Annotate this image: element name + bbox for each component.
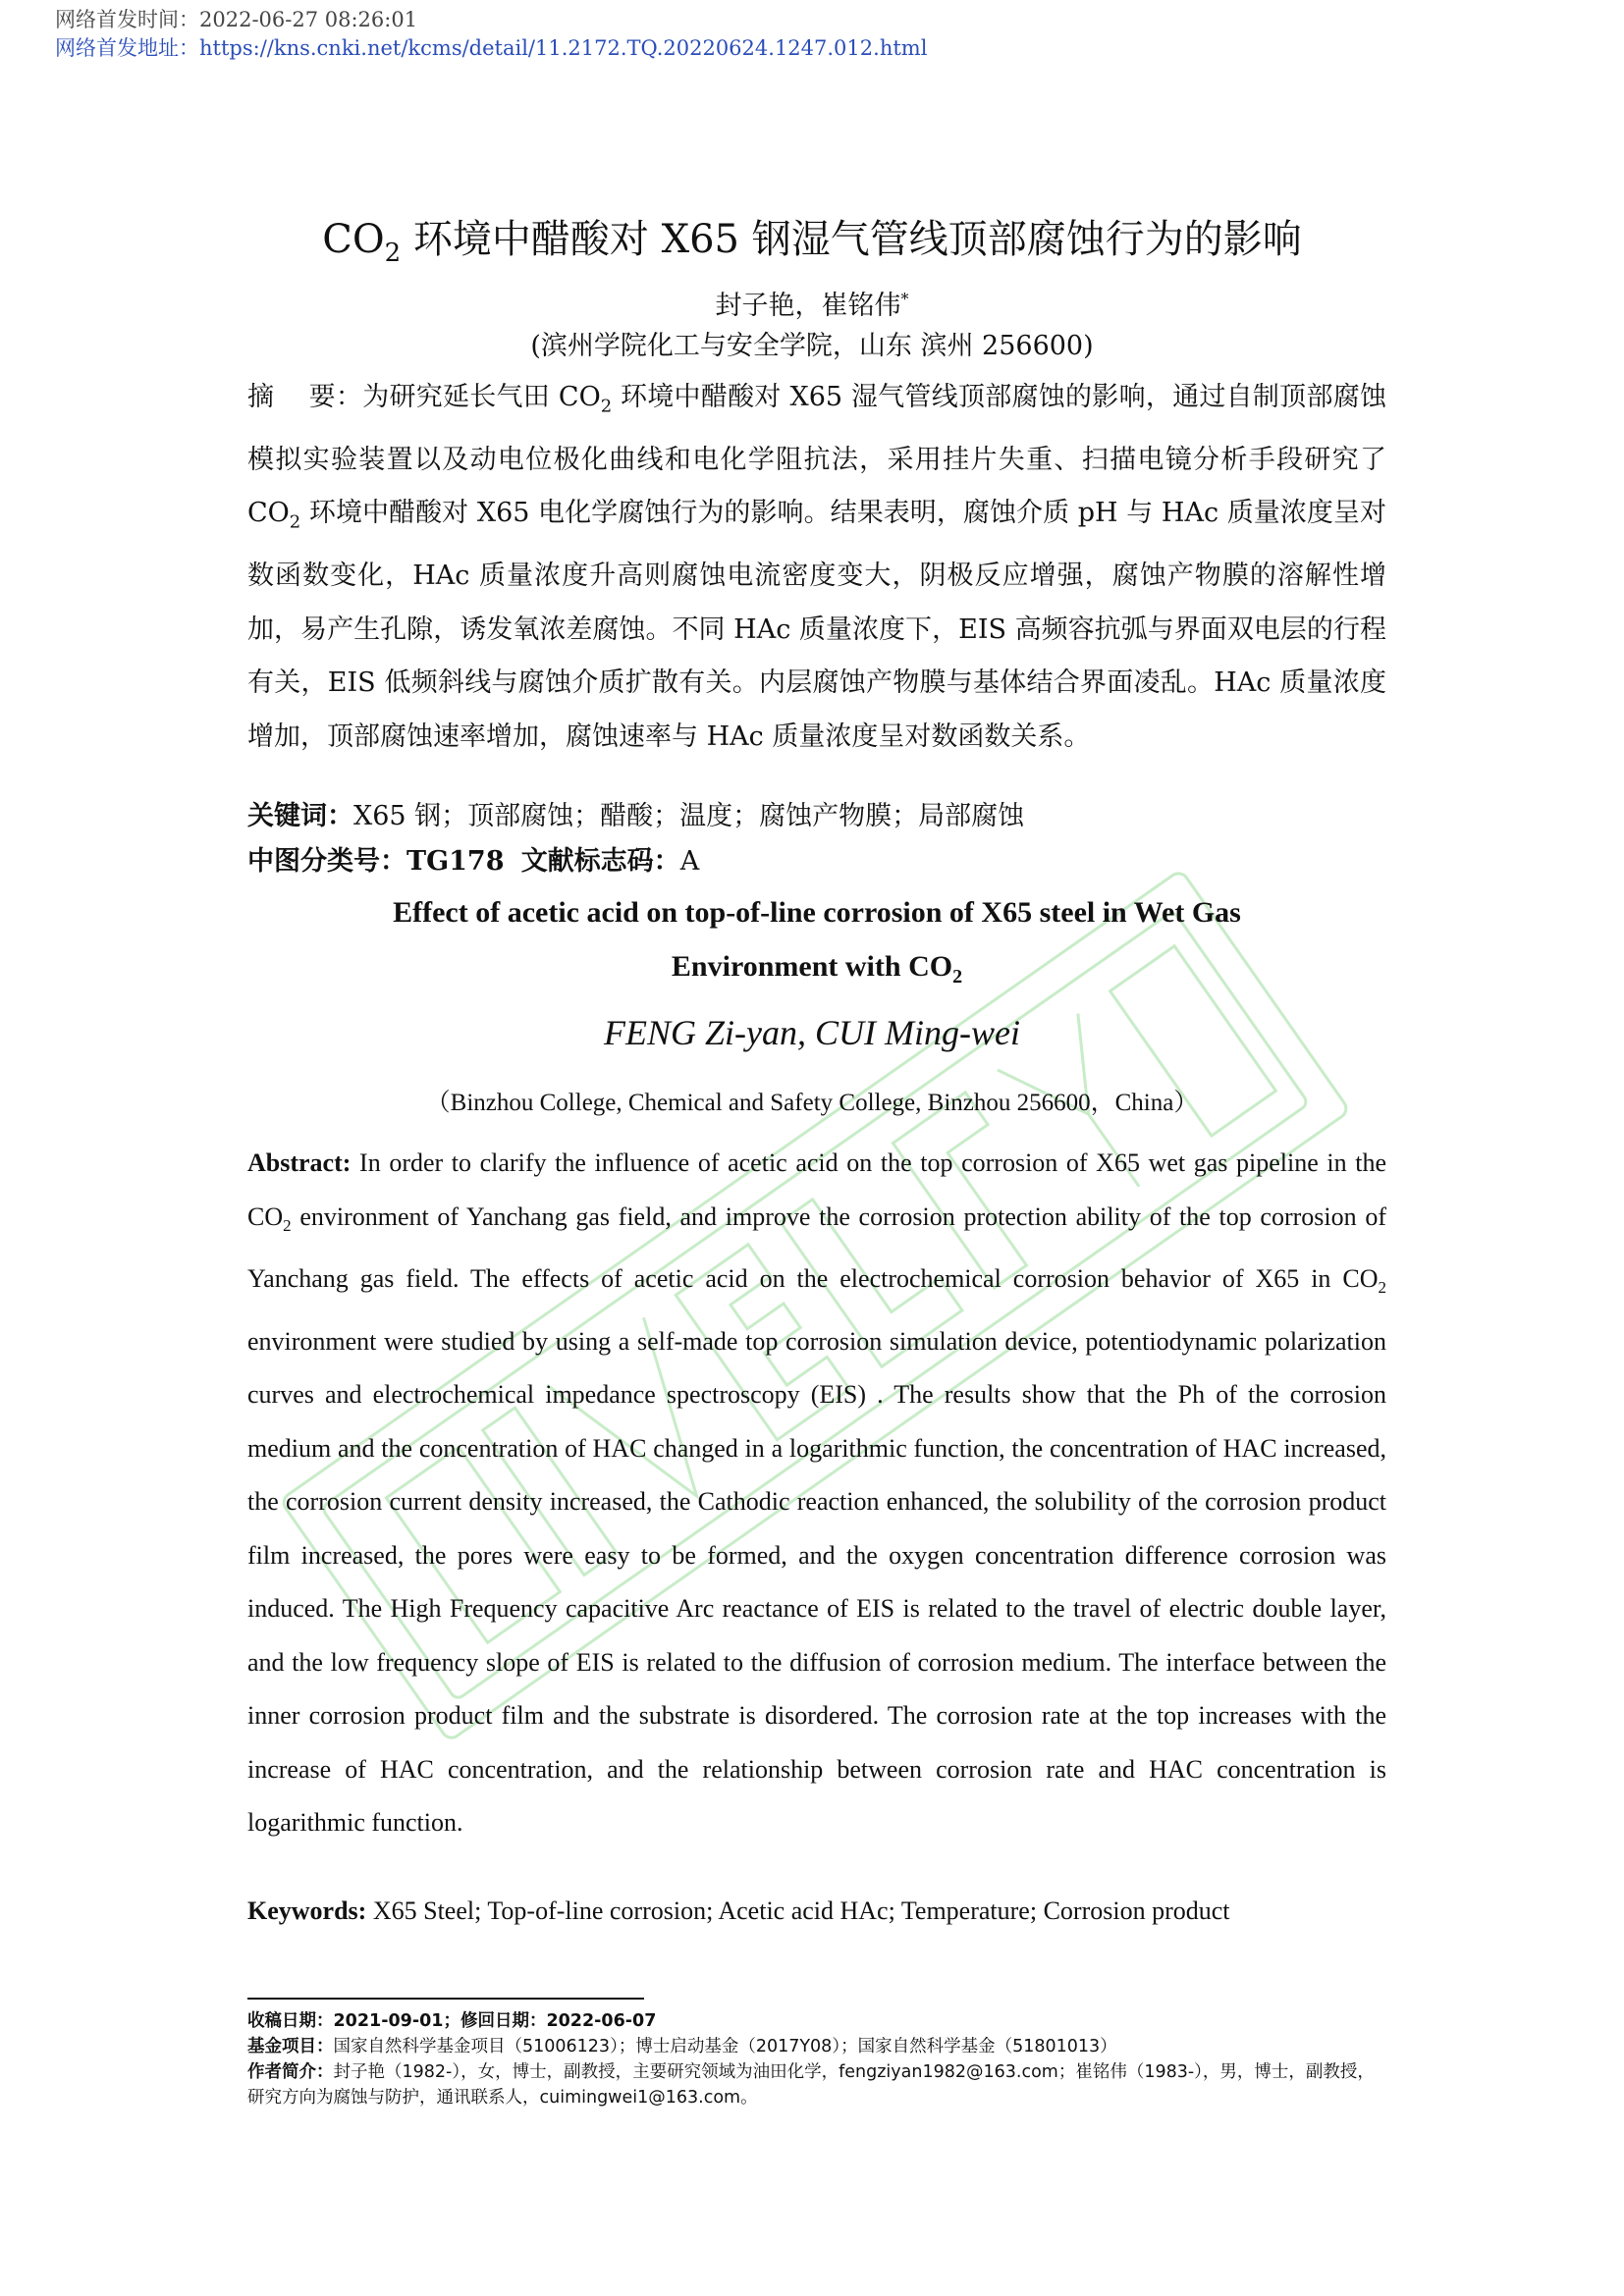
publish-time-row <box>55 6 927 34</box>
publish-url-label: 网络首发地址： <box>55 36 199 60</box>
keywords-en-label: Keywords: <box>247 1896 367 1925</box>
keywords-cn-label: 关键词： <box>247 801 353 831</box>
abstract-en: Abstract: In order to clarify the influence of acetic acid on the top corrosion of X65 wet gas pipeline in the $CO_2$ environment of Yanchang gas field, and improve the corrosion protection ability of the top corrosion of Yanchang gas field. The effects of acetic acid on the electrochemical corrosion behavior of X65 in $CO_2$ environment were studied by using a self-made top corrosion simulation device, potentiodynamic polarization curves and electrochemical impedance spectroscopy (EIS) . The results show that the Ph of the corrosion medium and the concentration of HAC changed in a logarithmic function, the concentration of HAC increased, the corrosion current density increased, the Cathodic reaction enhanced, the solubility of the corrosion product film increased, the pores were easy to be formed, and the oxygen concentration difference corrosion was induced. The High Frequency capacitive Arc reactance of EIS is related to the travel of electric double layer, and the low frequency slope of EIS is related to the diffusion of corrosion medium. The interface between the inner corrosion product film and the substrate is disordered. The corrosion rate at the top increases with the increase of HAC concentration, and the relationship between corrosion rate and HAC concentration is logarithmic function. <box>247 1148 1386 1838</box>
publish-url-link[interactable]: https://kns.cnki.net/kcms/detail/11.2172.TQ.20220624.1247.012.html <box>199 36 928 60</box>
abstract-en-label: Abstract: <box>247 1148 352 1177</box>
publish-time-label: 网络首发时间： <box>55 8 199 31</box>
footnote-dates: 收稿日期：2021-09-01；修回日期：2022-06-07 <box>247 2011 657 2031</box>
publication-header <box>55 6 927 63</box>
abstract-cn: 摘 要：为研究延长气田 $CO_2$ 环境中醋酸对 X65 湿气管线顶部腐蚀的影响，通过自制顶部腐蚀模拟实验装置以及动电位极化曲线和电化学阻抗法，采用挂片失重、扫描电镜分析手段研究了 $CO_2$ 环境中醋酸对 X65 电化学腐蚀行为的影响。结果表明，腐蚀介质 pH 与 HAc 质量浓度呈对数函数变化，HAc 质量浓度升高则腐蚀电流密度变大，阴极反应增强，腐蚀产物膜的溶解性增加，易产生孔隙，诱发氧浓差腐蚀。不同 HAc 质量浓度下，EIS 高频容抗弧与界面双电层的行程有关，EIS 低频斜线与腐蚀介质扩散有关。内层腐蚀产物膜与基体结合界面凌乱。HAc 质量浓度增加，顶部腐蚀速率增加，腐蚀速率与 HAc 质量浓度呈对数函数关系。 <box>247 382 1386 752</box>
classification-cn: 中图分类号：TG178 文献标志码：A <box>247 846 700 877</box>
keywords-en: Keywords: X65 Steel; Top-of-line corrosion; Acetic acid HAc; Temperature; Corrosion product <box>247 1896 1230 1925</box>
publish-url-row <box>55 34 927 63</box>
paper-title-cn: $CO_2$ 环境中醋酸对 X65 钢湿气管线顶部腐蚀行为的影响 <box>322 217 1302 268</box>
footnote-author: 作者简介：封子艳（1982-），女，博士，副教授，主要研究领域为油田化学，fengziyan1982@163.com；崔铭伟（1983-），男，博士，副教授，研究方向为腐蚀与防护，通讯联系人，cuimingwei1@163.com。 <box>247 2062 1375 2108</box>
authors-en: FENG Zi-yan, CUI Ming-wei <box>604 1013 1020 1052</box>
affiliation-en: （Binzhou College, Chemical and Safety College, Binzhou 256600，China） <box>425 1090 1199 1116</box>
paper-title-en: Effect of acetic acid on top-of-line corrosion of X65 steel in Wet Gas Environment with $CO_2$ <box>393 896 1241 988</box>
publish-time: 2022-06-27 08:26:01 <box>199 8 418 31</box>
affiliation-cn: (滨州学院化工与安全学院，山东 滨州 256600) <box>530 331 1094 361</box>
authors-cn: 封子艳，崔铭伟* <box>715 290 909 321</box>
abstract-cn-label: 摘 要： <box>247 382 363 412</box>
footnote-fund: 基金项目：国家自然科学基金项目（51006123）；博士启动基金（2017Y08）；国家自然科学基金（51801013） <box>247 2037 1117 2056</box>
keywords-cn: 关键词：X65 钢；顶部腐蚀；醋酸；温度；腐蚀产物膜；局部腐蚀 <box>247 801 1025 831</box>
footnotes <box>247 2008 1386 2110</box>
footnote-rule <box>247 1998 644 2000</box>
